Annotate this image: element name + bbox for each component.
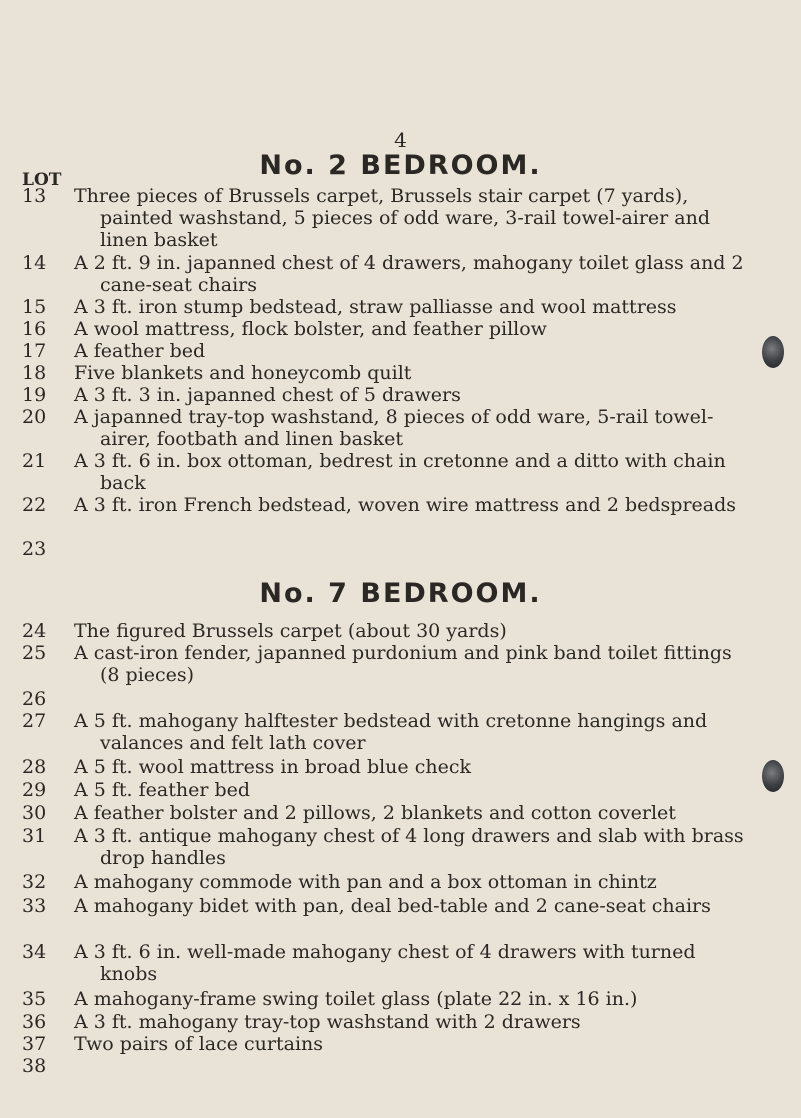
lot-entry bbox=[22, 318, 757, 340]
lot-entry bbox=[22, 895, 757, 917]
lot-entry bbox=[22, 871, 757, 893]
section-heading-bedroom-2: No. 2 BEDROOM. bbox=[259, 150, 542, 181]
lot-number: 17 bbox=[22, 340, 47, 362]
lot-entry bbox=[22, 406, 757, 450]
lot-description: A 3 ft. antique mahogany chest of 4 long drawers and slab with brass drop handles bbox=[74, 825, 744, 869]
lot-number: 29 bbox=[22, 779, 47, 801]
lot-number: 24 bbox=[22, 620, 47, 642]
lot-entry bbox=[22, 825, 757, 869]
lot-number: 21 bbox=[22, 450, 47, 472]
binding-hole-icon bbox=[762, 336, 784, 368]
lot-description: A cast-iron fender, japanned purdonium and pink band toilet fittings (8 pieces) bbox=[74, 642, 732, 686]
lot-entry bbox=[22, 620, 757, 642]
lot-number: 30 bbox=[22, 802, 47, 824]
lot-number: 28 bbox=[22, 756, 47, 778]
lot-number: 26 bbox=[22, 688, 47, 710]
lot-number: 27 bbox=[22, 710, 47, 732]
lot-number: 22 bbox=[22, 494, 47, 516]
lot-description: A 3 ft. 3 in. japanned chest of 5 drawers bbox=[74, 384, 461, 406]
lot-number: 31 bbox=[22, 825, 47, 847]
lot-entry bbox=[22, 252, 757, 296]
lot-description: Three pieces of Brussels carpet, Brussels stair carpet (7 yards), painted washstand, 5 pieces of odd ware, 3-rail towel-airer and linen basket bbox=[74, 185, 711, 251]
lot-number: 35 bbox=[22, 988, 47, 1010]
lot-description: A 5 ft. mahogany halftester bedstead with cretonne hangings and valances and felt lath cover bbox=[74, 710, 708, 754]
lot-number: 15 bbox=[22, 296, 47, 318]
lot-description: A japanned tray-top washstand, 8 pieces of odd ware, 5-rail towel-airer, footbath and linen basket bbox=[74, 406, 714, 450]
lot-description: Five blankets and honeycomb quilt bbox=[74, 362, 412, 384]
lot-entry bbox=[22, 340, 757, 362]
lot-entry bbox=[22, 642, 757, 686]
lot-entry bbox=[22, 1011, 757, 1033]
lot-entry bbox=[22, 1033, 757, 1055]
lot-description: A feather bed bbox=[74, 340, 206, 362]
section-heading-bedroom-7: No. 7 BEDROOM. bbox=[259, 578, 542, 609]
lot-number: 32 bbox=[22, 871, 47, 893]
lot-number: 25 bbox=[22, 642, 47, 664]
lot-entry bbox=[22, 185, 757, 251]
lot-number: 33 bbox=[22, 895, 47, 917]
lot-description: A 3 ft. mahogany tray-top washstand with 2 drawers bbox=[74, 1011, 581, 1033]
lot-description: A 3 ft. iron stump bedstead, straw palliasse and wool mattress bbox=[74, 296, 677, 318]
lot-description: A 3 ft. 6 in. well-made mahogany chest of 4 drawers with turned knobs bbox=[74, 941, 696, 985]
lot-entry bbox=[22, 941, 757, 985]
lot-number: 37 bbox=[22, 1033, 47, 1055]
lot-description: A wool mattress, flock bolster, and feather pillow bbox=[74, 318, 547, 340]
lot-description: A 2 ft. 9 in. japanned chest of 4 drawers, mahogany toilet glass and 2 cane-seat chairs bbox=[74, 252, 744, 296]
lot-number: 34 bbox=[22, 941, 47, 963]
lot-description: Two pairs of lace curtains bbox=[74, 1033, 324, 1055]
lot-entry bbox=[22, 450, 757, 494]
lot-number: 36 bbox=[22, 1011, 47, 1033]
lot-entry bbox=[22, 988, 757, 1010]
lot-entry bbox=[22, 494, 757, 516]
lot-entry bbox=[22, 296, 757, 318]
lot-description: A 5 ft. wool mattress in broad blue check bbox=[74, 756, 471, 778]
lot-description: A feather bolster and 2 pillows, 2 blankets and cotton coverlet bbox=[74, 802, 676, 824]
lot-description: A 3 ft. iron French bedstead, woven wire mattress and 2 bedspreads bbox=[74, 494, 737, 516]
lot-number: 16 bbox=[22, 318, 47, 340]
lot-description: A mahogany-frame swing toilet glass (plate 22 in. x 16 in.) bbox=[74, 988, 638, 1010]
lot-number: 20 bbox=[22, 406, 47, 428]
lot-column-header: LOT bbox=[22, 170, 62, 190]
lot-entry bbox=[22, 384, 757, 406]
lot-number: 19 bbox=[22, 384, 47, 406]
lot-entry bbox=[22, 779, 757, 801]
lot-entry bbox=[22, 710, 757, 754]
lot-description: A mahogany bidet with pan, deal bed-table and 2 cane-seat chairs bbox=[74, 895, 711, 917]
lot-number: 13 bbox=[22, 185, 47, 207]
binding-hole-icon bbox=[762, 760, 784, 792]
lot-number: 14 bbox=[22, 252, 47, 274]
lot-number: 18 bbox=[22, 362, 47, 384]
lot-number: 38 bbox=[22, 1055, 47, 1077]
lot-entry bbox=[22, 362, 757, 384]
page-number: 4 bbox=[394, 128, 407, 152]
lot-description: A mahogany commode with pan and a box ottoman in chintz bbox=[74, 871, 657, 893]
lot-description: A 5 ft. feather bed bbox=[74, 779, 251, 801]
lot-number: 23 bbox=[22, 538, 47, 560]
lot-description: A 3 ft. 6 in. box ottoman, bedrest in cretonne and a ditto with chain back bbox=[74, 450, 726, 494]
lot-entry bbox=[22, 756, 757, 778]
lot-description: The figured Brussels carpet (about 30 yards) bbox=[74, 620, 507, 642]
lot-entry bbox=[22, 802, 757, 824]
